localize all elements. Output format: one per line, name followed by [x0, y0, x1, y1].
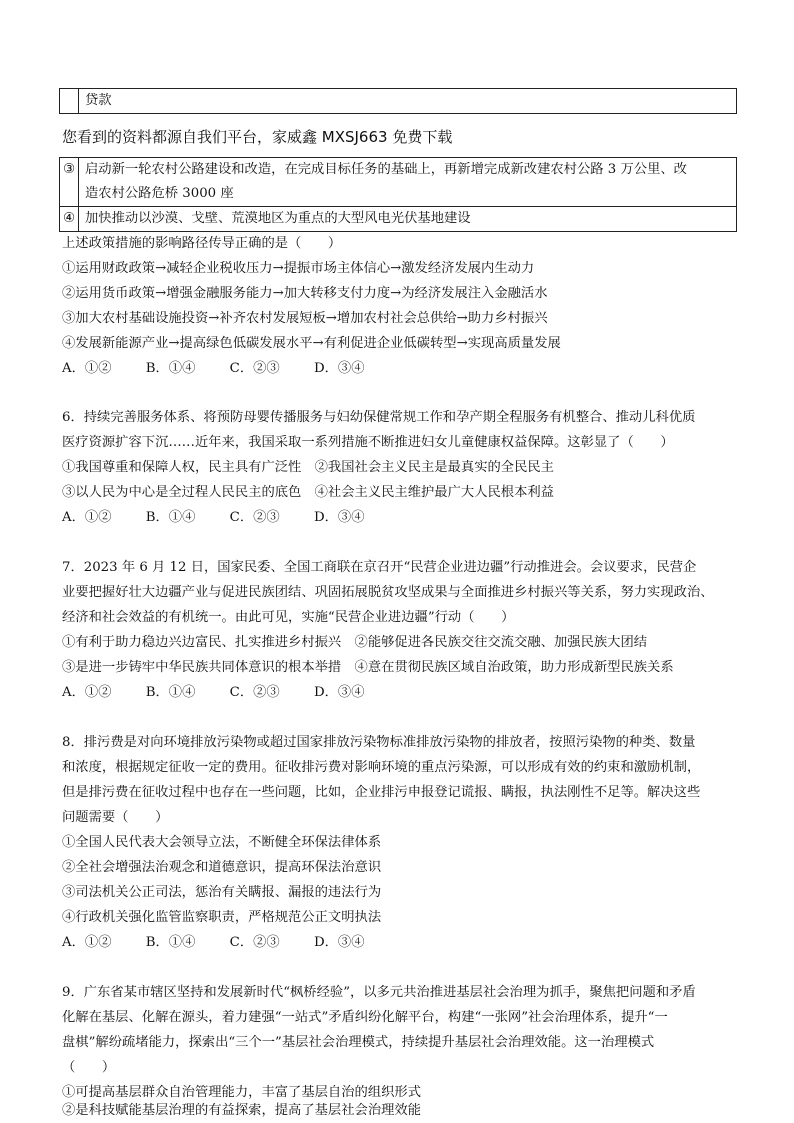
q8-stem-4: 问题需要（ ） [62, 810, 169, 825]
q8-item-4: ④行政机关强化监管监察职责，严格规范公正文明执法 [62, 910, 382, 925]
answer-a: A．①② [62, 935, 112, 950]
q7-answers [62, 681, 365, 705]
table-cell-num: ③ [60, 158, 79, 207]
source-notice: 您看到的资料都源自我们平台，家威鑫 MXSJ663 免费下载 [62, 128, 453, 146]
table-row [60, 158, 737, 207]
q7-stem-2: 业要把握好壮大边疆产业与促进民族团结、巩固拓展脱贫攻坚成果与全面推进乡村振兴等关系，努力实现政治、 [62, 585, 714, 600]
answer-b: B．①④ [145, 510, 196, 525]
q9-stem-3: 盘棋”解纷疏堵能力，探索出“三个一”基层社会治理模式，持续提升基层社会治理效能。这一治理模式 [62, 1035, 655, 1050]
answer-d: D．③④ [313, 510, 365, 525]
q7-stem-3: 经济和社会效益的有机统一。由此可见，实施“民营企业进边疆”行动（ ） [62, 610, 515, 625]
q6-stem-2: 医疗资源扩容下沉……近年来，我国采取一系列措施不断推进妇女儿童健康权益保障。这彰显了（ ） [62, 435, 674, 450]
answer-b: B．①④ [145, 361, 196, 376]
q7-stem-1: 7．2023 年 6 月 12 日，国家民委、全国工商联在京召开“民营企业进边疆”行动推进会。会议要求，民营企 [62, 560, 697, 575]
q5-item-4: ④发展新能源产业→提高绿色低碳发展水平→有利促进企业低碳转型→实现高质量发展 [62, 336, 561, 351]
q8-item-3: ③司法机关公正司法，惩治有关瞒报、漏报的违法行为 [62, 885, 382, 900]
q6-item-1: ①我国尊重和保障人权，民主具有广泛性 ②我国社会主义民主是最真实的全民民主 [62, 460, 554, 475]
cell-line: 启动新一轮农村公路建设和改造，在完成目标任务的基础上，再新增完成新改建农村公路 3 万公里、改 [85, 162, 687, 177]
q9-stem-4: （ ） [62, 1060, 116, 1075]
q8-stem-3: 但是排污费在征收过程中也存在一些问题，比如，企业排污申报登记谎报、瞒报，执法刚性不足等。解决这些 [62, 785, 701, 800]
q8-answers [62, 931, 365, 955]
answer-d: D．③④ [313, 361, 365, 376]
q5-answers [62, 357, 365, 381]
cell-line: 造农村公路危桥 3000 座 [85, 186, 234, 201]
table-cell-text [79, 158, 737, 207]
table-cell-num [60, 89, 79, 114]
q8-stem-1: 8．排污费是对向环境排放污染物或超过国家排放污染物标准排放污染物的排放者，按照污染物的种类、数量 [62, 735, 696, 750]
q6-answers [62, 506, 365, 530]
answer-d: D．③④ [313, 935, 365, 950]
table-cell-text: 加快推动以沙漠、戈壁、荒漠地区为重点的大型风电光伏基地建设 [79, 207, 737, 232]
q5-item-1: ①运用财政政策→减轻企业税收压力→提振市场主体信心→激发经济发展内生动力 [62, 261, 535, 276]
q8-stem-2: 和浓度，根据规定征收一定的费用。征收排污费对影响环境的重点污染源，可以形成有效的约束和激励机制， [62, 760, 701, 775]
q5-item-3: ③加大农村基础设施投资→补齐农村发展短板→增加农村社会总供给→助力乡村振兴 [62, 311, 548, 326]
table-cell-num: ④ [60, 207, 79, 232]
q9-item-2: ②是科技赋能基层治理的有益探索，提高了基层社会治理效能 [62, 1103, 422, 1118]
policy-table [59, 157, 737, 232]
q9-stem-1: 9．广东省某市辖区坚持和发展新时代“枫桥经验”，以多元共治推进基层社会治理为抓手，聚焦把问题和矛盾 [62, 985, 696, 1000]
q5-item-2: ②运用货币政策→增强金融服务能力→加大转移支付力度→为经济发展注入金融活水 [62, 286, 548, 301]
table-cell-text: 贷款 [79, 89, 737, 114]
answer-d: D．③④ [313, 685, 365, 700]
q5-stem: 上述政策措施的影响路径传导正确的是（ ） [62, 236, 342, 251]
answer-c: C．②③ [229, 685, 280, 700]
q7-item-2: ③是进一步铸牢中华民族共同体意识的根本举措 ④意在贯彻民族区域自治政策，助力形成新型民族关系 [62, 660, 674, 675]
q8-item-2: ②全社会增强法治观念和道德意识，提高环保法治意识 [62, 860, 382, 875]
answer-c: C．②③ [229, 935, 280, 950]
q7-item-1: ①有利于助力稳边兴边富民、扎实推进乡村振兴 ②能够促进各民族交往交流交融、加强民族大团结 [62, 635, 648, 650]
table-row [60, 207, 737, 232]
answer-b: B．①④ [145, 935, 196, 950]
answer-b: B．①④ [145, 685, 196, 700]
q9-stem-2: 化解在基层、化解在源头，着力建强“一站式”矛盾纠纷化解平台，构建“一张网”社会治理体系，提升“一 [62, 1010, 668, 1025]
loan-table [59, 88, 737, 114]
answer-a: A．①② [62, 510, 112, 525]
answer-a: A．①② [62, 685, 112, 700]
table-row [60, 89, 737, 114]
q9-item-1: ①可提高基层群众自治管理能力，丰富了基层自治的组织形式 [62, 1085, 422, 1100]
q6-item-2: ③以人民为中心是全过程人民民主的底色 ④社会主义民主维护最广大人民根本利益 [62, 485, 554, 500]
answer-c: C．②③ [229, 361, 280, 376]
answer-c: C．②③ [229, 510, 280, 525]
q8-item-1: ①全国人民代表大会领导立法，不断健全环保法律体系 [62, 835, 382, 850]
q6-stem-1: 6．持续完善服务体系、将预防母婴传播服务与妇幼保健常规工作和孕产期全程服务有机整合、推动儿科优质 [62, 410, 696, 425]
answer-a: A．①② [62, 361, 112, 376]
